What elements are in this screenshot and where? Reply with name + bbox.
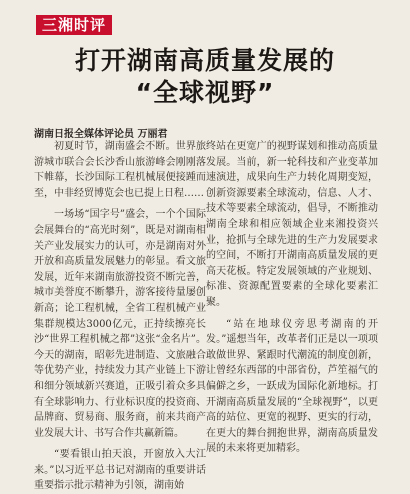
left-column: [34, 139, 206, 492]
headline-line-1: 打开湖南高质量发展的: [74, 46, 335, 75]
headline: [20, 45, 390, 109]
paragraph: “站在地球仪旁思考湖南的开发。”遥想当年，改革者们正是以一项项敢做世界、紧跟时代潮流的制度创新，让曾经东西部的中部省份，芦笙福气的偏僻之乡，一跃成为国际化新地标。打开湖南高质量发展的“全球视野”，以更高的站位、更宽的视野、更实的行动，在更大的舞台拥抱世界，湖南高质量发展的未来将更加精彩。: [206, 318, 378, 455]
paragraph: 一场场“国字号”盛会，一个个国际会展舞台的“高光时刻”，既是对湖南相关产业发展实力的认可，亦是湖南对外开放和高质量发展魅力的彰显。看文旅发展，近年来湖南旅游投资不断完善，城市美誉度不断攀升，游客接待量屡创新高；论工程机械，全省工程机械产业集群规模达3000亿元，正持续擦亮长沙“世界工程机械之都”这张“金名片”。今天的湖南，昭彰先进制造、文旅融合等优势产业，持续发力其产业链上下游和细分领域新兴赛道，正吸引着众多具有全球影响力、行业标识度的投资商、品牌商、贸易商、服务商，前来共商产业发展大计、书写合作共赢新篇。: [34, 209, 206, 439]
column-badge: 三湘时评: [36, 15, 112, 35]
headline-line-2: “全球视野”: [135, 78, 275, 107]
paragraph: 终站在更宽广的视野谋划和推动高质量发展。当前，新一轮科技和产业变革加速演进，成果向生产力转化周期变短，创新资源要素全球流动，信息、人才、技术等要素全球流动，倡导，不断推动湖南全球和相应领域企业来湘投资兴业，抢抓与全球先进的生产力发展要求的空间，不断打开湖南高质量发展的更高天花板。特定发展领域的产业规划、标准、资源配置要素的全球化要素汇聚。: [206, 141, 378, 308]
byline: 湖南日报全媒体评论员 万丽君: [34, 129, 168, 140]
paragraph: “要看银山拍天浪，开窗放入大江来。”以习近平总书记对湖南的重要讲话重要指示批示精神为引领，湖南始: [34, 449, 206, 492]
paragraph: 初夏时节，湖南盛会不断。世界旅游城市联合会长沙香山旅游峰会刚刚落下帷幕，长沙国际工程机械展便接踵而至，中非经贸博览会也已提上日程……: [34, 141, 206, 199]
right-column: [206, 139, 378, 475]
